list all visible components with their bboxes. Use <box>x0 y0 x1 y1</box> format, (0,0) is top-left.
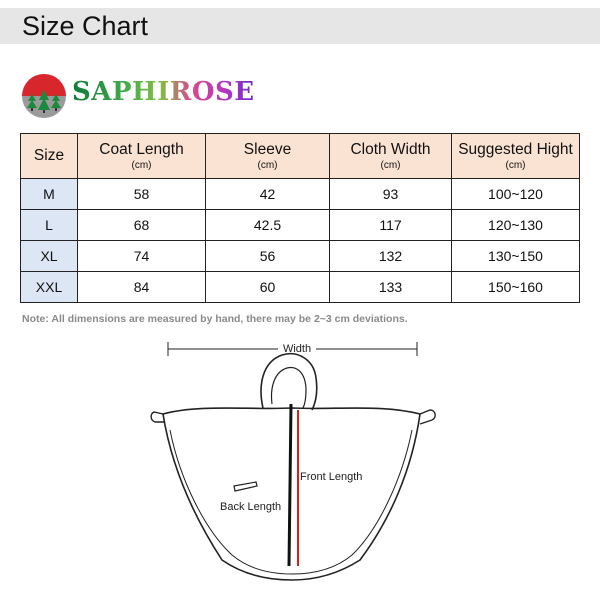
column-header-label: Sleeve <box>243 140 292 158</box>
back-length-label: Back Length <box>220 501 282 513</box>
column-header-coat-length <box>78 134 206 179</box>
table-row <box>21 241 580 272</box>
table-cell: 42 <box>206 179 330 210</box>
table-cell: 130~150 <box>452 241 580 272</box>
table-cell: 150~160 <box>452 272 580 303</box>
page-title: Size Chart <box>22 11 149 41</box>
table-header-row <box>21 134 580 179</box>
column-header-cloth-width <box>330 134 452 179</box>
table-cell: 68 <box>78 210 206 241</box>
table-cell: 74 <box>78 241 206 272</box>
size-cell: L <box>21 210 78 241</box>
right-sleeve-tab <box>420 410 435 424</box>
poncho-diagram <box>0 330 600 600</box>
table-row <box>21 179 580 210</box>
column-header-label: Size <box>33 147 65 164</box>
column-header-unit: (cm) <box>257 159 278 171</box>
size-cell: XL <box>21 241 78 272</box>
width-label: Width <box>282 343 312 355</box>
pocket <box>234 482 257 491</box>
table-cell: 133 <box>330 272 452 303</box>
left-sleeve-tab <box>151 412 164 422</box>
table-cell: 120~130 <box>452 210 580 241</box>
table-cell: 100~120 <box>452 179 580 210</box>
table-cell: 58 <box>78 179 206 210</box>
measurement-note: Note: All dimensions are measured by hand, there may be 2~3 cm deviations. <box>22 313 408 325</box>
column-header-unit: (cm) <box>505 159 526 171</box>
table-row <box>21 210 580 241</box>
back-length-line <box>289 404 291 566</box>
table-cell: 56 <box>206 241 330 272</box>
table-cell: 84 <box>78 272 206 303</box>
column-header-suggested-height <box>452 134 580 179</box>
front-length-label: Front Length <box>300 471 363 483</box>
column-header-unit: (cm) <box>131 159 152 171</box>
table-cell: 93 <box>330 179 452 210</box>
hood-outline <box>261 354 317 410</box>
table-cell: 117 <box>330 210 452 241</box>
column-header-size <box>21 134 78 179</box>
column-header-label: Suggested Hight <box>458 140 573 158</box>
column-header-unit: (cm) <box>380 159 401 171</box>
size-cell: M <box>21 179 78 210</box>
size-table <box>20 133 580 303</box>
column-header-label: Cloth Width <box>350 140 431 158</box>
brand-name: SAPHIROSE <box>72 70 255 114</box>
column-header-label: Coat Length <box>99 140 184 158</box>
column-header-sleeve <box>206 134 330 179</box>
table-row <box>21 272 580 303</box>
table-cell: 42.5 <box>206 210 330 241</box>
brand-logo <box>18 66 255 118</box>
pine-trees-icon <box>18 66 70 118</box>
size-cell: XXL <box>21 272 78 303</box>
table-cell: 60 <box>206 272 330 303</box>
table-cell: 132 <box>330 241 452 272</box>
